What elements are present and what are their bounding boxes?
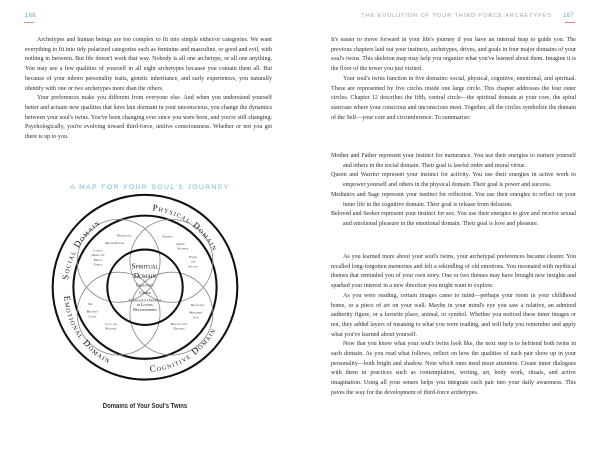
physical-domain-label: Physical Domain	[151, 202, 221, 253]
folio-rule-left	[24, 22, 34, 23]
summary-item: Queen and Warrior represent your instinct for activity. You use their energies in active work to empower yourself and others in the physical domain. Their goal is power and success.	[331, 172, 576, 189]
folio-rule-right	[565, 22, 575, 23]
paragraph: It's easier to move forward in your life's journey if you have an internal map to guide you. The previous chapters laid out your instincts, archetypes, drives, and goals in four major domains of your soul's twins. This skeleton map may help you organize what you've learned about them. Imagine it is the floor of the tower you just visited.	[331, 37, 576, 73]
page-number-left: 166	[25, 13, 36, 19]
paragraph: Your soul's twins function in five domains: social, physical, cognitive, emotional, and spiritual. These are represented by five circles inside one large circle. This chapter addresses the four outer circles. Chapter 12 describes the fifth, central circle—the spiritual domain at your core, the spiral staircase where your conscious and unconscious meet. Together, all the circles symbolize the domain of the Self—your core and circumference. To summarize:	[331, 75, 576, 121]
mother-father-label: Mother/Father	[105, 240, 125, 245]
sage-label: Sage	[192, 315, 199, 320]
love-and-label: Love and	[105, 321, 117, 326]
left-body-text	[25, 36, 272, 143]
right-closing-text	[331, 253, 576, 399]
relationships-label: Relationships	[133, 306, 157, 312]
lawful-label: Lawful	[93, 248, 103, 253]
page-number-right: 167	[563, 13, 574, 19]
sex-label: Sex	[88, 302, 93, 307]
cognitive-domain-label: Cognitive Domain	[149, 325, 219, 374]
creativity-label: Creativity	[135, 282, 155, 288]
emotional-domain-label: Emotional Domain	[62, 295, 113, 366]
moral-label: Moral	[93, 257, 103, 262]
right-page	[300, 0, 600, 450]
summary-item: Mediatrix and Sage represent your instinct for reflection. You use their energies to reflect on your inner life in the cognitive domain. Their goal is release from delusion.	[331, 191, 576, 208]
domains-diagram	[50, 193, 240, 405]
virtue-label: Virtue	[93, 262, 102, 267]
paragraph: Now that you know what your soul's twins look like, the next step is to befriend both twins in each domain. As you read what follows, reflect on how the qualities of each pair show up in your personality—both bright and shadow. Note which ones need more attention. Create inner dialogues with them in practices such as contemplation, writing, art, body work, rituals, and active imagination. Using all your senses helps you integrate each pair into your daily awareness. This paves the way for the development of third-force archetypes.	[331, 341, 576, 396]
paragraph: As you were reading, certain images came to mind—perhaps your room in your childhood home, or a piece of art on your wall. Maybe in your mind's eye you saw a relative, an admired authority figure, or a favorite place, animal, or symbol. Whether you noticed these inner images or not, they added layers of meaning to what you were reading, and will help you remember and apply what you've learned about yourself.	[331, 292, 576, 338]
summary-item: Mother and Father represent your instinct for nurturance. You use their energies to nurture yourself and others in the social domain. Their goal is lawful order and moral virtue.	[331, 153, 576, 169]
social-domain-label: Social Domain	[60, 217, 103, 281]
section-heading: A MAP FOR YOUR SOUL'S JOURNEY	[70, 184, 230, 191]
couple-label: Couple	[138, 289, 152, 295]
release-from-label: Release from	[170, 321, 188, 326]
order-and-label: Order and	[91, 253, 105, 258]
summary-list	[331, 152, 576, 230]
svg-text:Cognitive Domain	[149, 326, 218, 374]
in-loving-label: in Loving	[136, 302, 154, 308]
spiritual-title-line1: Spiritual	[131, 261, 159, 271]
reflection-label: Reflection	[191, 303, 205, 308]
conscious-oneness-label: Conscious Oneness	[128, 297, 162, 303]
beloved-label: Beloved/	[86, 309, 98, 314]
figure-caption: Domains of Your Soul's Twins	[102, 403, 188, 410]
power-label: Power	[189, 255, 197, 260]
pleasure-label: Pleasure	[105, 326, 117, 331]
right-intro-text	[331, 36, 576, 123]
warrior-label: Warrior	[177, 246, 189, 251]
paragraph: Your preferences make you different from everyone else. And when you understand yourself better and actuate new qualities that have lain dormant in your unconscious, you change the dynamics between your soul's twins. You've been changing ever since you were born, and you're still changing. Psychologically, you're evolving toward third-force, unitive consciousness. Whether or not you get there is up to you.	[25, 95, 272, 141]
success-label: Success	[188, 264, 198, 269]
spiritual-title-line2: Domain	[133, 270, 157, 280]
activity-label: Activity	[162, 234, 173, 239]
running-head: THE EVOLUTION OF YOUR THIRD-FORCE ARCHETYPES	[361, 13, 552, 19]
queen-label: Queen/	[176, 241, 186, 246]
paragraph: Archetypes and human beings are too complex to fit into simple either/or categories. We want everything to fit into tidy polarized categories such as feminine and masculine, or good and evil, with nothing in between. But life doesn't work that way. Nobody is all one archetype, or all one anything. You may see a few qualities of yourself in all eight archetypes because you contain them all. But because of your inborn personality traits, genetic inheritance, and early experiences, you naturally identify with one or two archetypes more than the others.	[25, 37, 272, 92]
delusion-label: Delusion	[173, 326, 185, 331]
nurturance-label: Nurturance	[116, 233, 132, 238]
paragraph: As you learned more about your soul's twins, your archetypal preferences became clearer. You recalled long-forgotten memories and felt a rekindling of old emotions. You resonated with mythical themes that reminded you of your own story. One or two themes may have brought new insights and sparked your interest in a new direction you might want to explore.	[331, 254, 576, 290]
and-label: and	[190, 259, 196, 264]
summary-item: Beloved and Seeker represent your instinct for sex. You use their energies to give and receive sexual and emotional pleasure in the emotional domain. Their goal is love and pleasure.	[331, 211, 576, 227]
lover-label: Lover	[88, 314, 96, 319]
mediatrix-label: Mediatrix/	[189, 310, 203, 315]
